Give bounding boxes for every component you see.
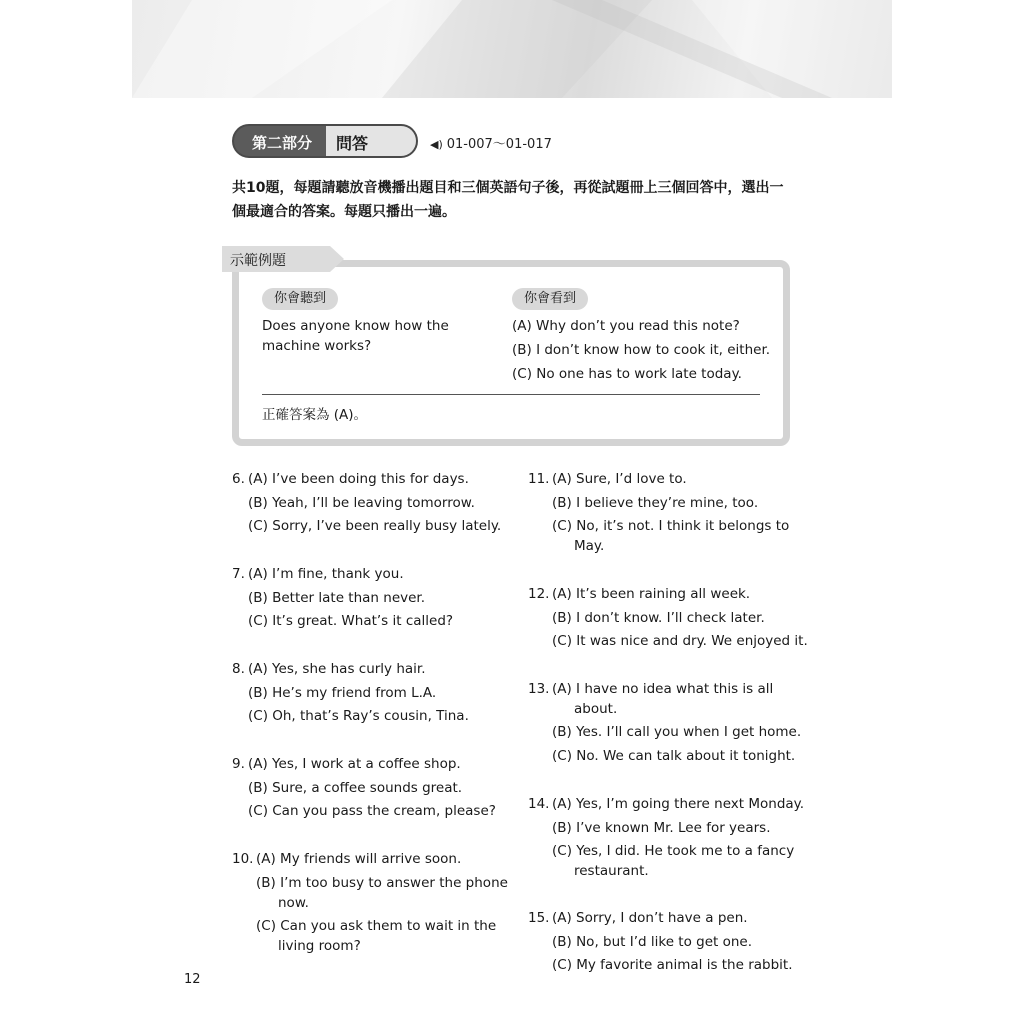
question-number: 8. (232, 661, 245, 677)
instructions-line-2: 個最適合的答案。每題只播出一遍。 (232, 204, 456, 220)
option-c: (C) Sorry, I’ve been really busy lately. (248, 518, 502, 534)
example-answer: 正確答案為 (A)。 (262, 407, 368, 423)
example-question-line-1: Does anyone know how the (262, 318, 449, 334)
option-b: (B) He’s my friend from L.A. (248, 685, 437, 701)
option-c: (C) Oh, that’s Ray’s cousin, Tina. (248, 708, 469, 724)
option-c: (C) No, it’s not. I think it belongs to (552, 518, 790, 534)
page (132, 0, 892, 1024)
part-title-box (326, 126, 418, 156)
example-option-a: (A) Why don’t you read this note? (512, 318, 740, 334)
option-a: (A) Sorry, I don’t have a pen. (552, 910, 748, 926)
option-b: (B) I’m too busy to answer the phone (256, 875, 508, 891)
example-tab (222, 246, 330, 272)
option-c: (C) My favorite animal is the rabbit. (552, 957, 793, 973)
question-number: 14. (528, 796, 550, 812)
option-a: (A) It’s been raining all week. (552, 586, 751, 602)
question-number: 13. (528, 681, 550, 697)
question-number: 15. (528, 910, 550, 926)
option-b: (B) Yes. I’ll call you when I get home. (552, 724, 802, 740)
option-a: (A) Yes, I work at a coffee shop. (248, 756, 461, 772)
option-b: (B) I don’t know. I’ll check later. (552, 610, 765, 626)
part-title: 問答 (336, 134, 369, 153)
example-options (512, 316, 770, 388)
option-a: (A) I’m fine, thank you. (248, 566, 404, 582)
section-header (232, 124, 418, 158)
audio-track-reference (430, 133, 552, 152)
decorative-banner (132, 0, 892, 98)
option-b: (B) Sure, a coffee sounds great. (248, 780, 463, 796)
question-number: 10. (232, 851, 254, 867)
option-a-continued: about. (574, 701, 618, 717)
option-b: (B) No, but I’d like to get one. (552, 934, 753, 950)
example-option-c: (C) No one has to work late today. (512, 366, 742, 382)
option-c-continued: living room? (278, 938, 361, 954)
instructions-line-1: 共10題，每題請聽放音機播出題目和三個英語句子後，再從試題冊上三個回答中，選出一 (232, 180, 784, 196)
example-divider (262, 394, 760, 395)
option-c: (C) It was nice and dry. We enjoyed it. (552, 633, 808, 649)
option-b: (B) I believe they’re mine, too. (552, 495, 759, 511)
option-a: (A) My friends will arrive soon. (256, 851, 462, 867)
option-b: (B) Yeah, I’ll be leaving tomorrow. (248, 495, 475, 511)
question-number: 11. (528, 471, 550, 487)
option-c: (C) Can you ask them to wait in the (256, 918, 497, 934)
option-c: (C) Can you pass the cream, please? (248, 803, 496, 819)
instructions (232, 176, 802, 224)
option-b: (B) I’ve known Mr. Lee for years. (552, 820, 771, 836)
option-b-continued: now. (278, 895, 309, 911)
option-c: (C) Yes, I did. He took me to a fancy (552, 843, 795, 859)
option-c-continued: May. (574, 538, 605, 554)
option-c: (C) It’s great. What’s it called? (248, 613, 454, 629)
question-number: 6. (232, 471, 245, 487)
speaker-icon: ◀) (430, 138, 443, 151)
example-question (262, 316, 449, 356)
option-c-continued: restaurant. (574, 863, 649, 879)
part-label: 第二部分 (252, 134, 313, 152)
example-option-b: (B) I don’t know how to cook it, either. (512, 342, 771, 358)
option-a: (A) Sure, I’d love to. (552, 471, 687, 487)
see-label: 你會看到 (512, 288, 588, 310)
option-a: (A) I’ve been doing this for days. (248, 471, 469, 487)
audio-range: 01-007～01-017 (446, 137, 552, 152)
question-number: 7. (232, 566, 245, 582)
hear-label: 你會聽到 (262, 288, 338, 310)
option-c: (C) No. We can talk about it tonight. (552, 748, 796, 764)
question-number: 12. (528, 586, 550, 602)
option-a: (A) Yes, she has curly hair. (248, 661, 426, 677)
question-number: 9. (232, 756, 245, 772)
option-a: (A) Yes, I’m going there next Monday. (552, 796, 805, 812)
example-tab-label: 示範例題 (230, 253, 286, 269)
page-number: 12 (184, 972, 201, 987)
example-question-line-2: machine works? (262, 338, 372, 354)
option-a: (A) I have no idea what this is all (552, 681, 774, 697)
option-b: (B) Better late than never. (248, 590, 426, 606)
